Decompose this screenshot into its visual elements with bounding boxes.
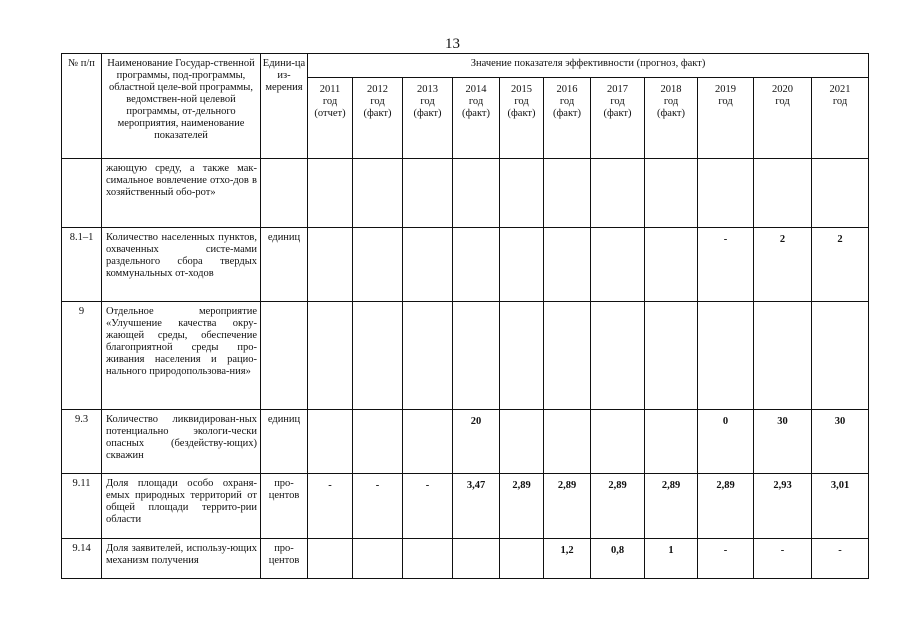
row-num: 9.3 xyxy=(62,410,102,474)
indicator-table xyxy=(61,53,869,579)
value-cell xyxy=(453,228,500,302)
value-cell xyxy=(308,539,353,579)
row-name: Доля заявителей, использу-ющих механизм получения xyxy=(102,539,261,579)
value-cell xyxy=(812,302,869,410)
value-cell xyxy=(591,410,645,474)
value-cell: 2,93 xyxy=(754,474,812,539)
value-cell xyxy=(500,302,544,410)
value-cell xyxy=(500,539,544,579)
value-cell xyxy=(754,302,812,410)
table-row xyxy=(62,228,869,302)
value-cell: - xyxy=(353,474,403,539)
value-cell xyxy=(645,410,698,474)
row-num: 9 xyxy=(62,302,102,410)
value-cell: - xyxy=(812,539,869,579)
value-cell xyxy=(403,159,453,228)
value-cell: 30 xyxy=(754,410,812,474)
row-unit xyxy=(261,302,308,410)
value-cell xyxy=(308,410,353,474)
value-cell xyxy=(812,159,869,228)
table-row xyxy=(62,539,869,579)
header-name: Наименование Государ-ственной программы, под-программы, областной целе-вой программы, ведомствен-ной целевой программы, от-дельного мероприятия, наименование показателей xyxy=(102,54,261,159)
row-name: Количество населенных пунктов, охваченных систе-мами раздельного сбора твердых коммунальных от-ходов xyxy=(102,228,261,302)
header-row-1 xyxy=(62,54,869,78)
row-name: жающую среду, а также мак-симальное вовлечение отхо-дов в хозяйственный обо-рот» xyxy=(102,159,261,228)
value-cell xyxy=(453,539,500,579)
row-num: 9.11 xyxy=(62,474,102,539)
row-unit: единиц xyxy=(261,228,308,302)
value-cell: 0,8 xyxy=(591,539,645,579)
value-cell xyxy=(308,302,353,410)
year-header: 2016 год (факт) xyxy=(544,78,591,159)
year-header: 2020 год xyxy=(754,78,812,159)
row-num: 8.1–1 xyxy=(62,228,102,302)
value-cell xyxy=(500,410,544,474)
value-cell: 3,47 xyxy=(453,474,500,539)
value-cell xyxy=(645,228,698,302)
header-num: № п/п xyxy=(62,54,102,159)
row-name: Отдельное мероприятие «Улучшение качества окру-жающей среды, обеспечение благоприятной среды про-живания населения и рацио-нального природопользова-ния» xyxy=(102,302,261,410)
value-cell xyxy=(403,410,453,474)
value-cell: 2,89 xyxy=(698,474,754,539)
year-header: 2012 год (факт) xyxy=(353,78,403,159)
value-cell: 2,89 xyxy=(645,474,698,539)
value-cell xyxy=(353,539,403,579)
value-cell: 2,89 xyxy=(591,474,645,539)
row-num xyxy=(62,159,102,228)
value-cell xyxy=(544,228,591,302)
page-number: 13 xyxy=(445,36,460,52)
row-unit: единиц xyxy=(261,410,308,474)
value-cell: 20 xyxy=(453,410,500,474)
value-cell xyxy=(591,302,645,410)
row-unit: про-центов xyxy=(261,474,308,539)
value-cell xyxy=(754,159,812,228)
value-cell: 30 xyxy=(812,410,869,474)
row-unit xyxy=(261,159,308,228)
table-row xyxy=(62,410,869,474)
year-header: 2013 год (факт) xyxy=(403,78,453,159)
value-cell: 2 xyxy=(754,228,812,302)
value-cell: 3,01 xyxy=(812,474,869,539)
year-header: 2017 год (факт) xyxy=(591,78,645,159)
value-cell xyxy=(403,539,453,579)
value-cell xyxy=(353,410,403,474)
value-cell: - xyxy=(308,474,353,539)
value-cell: 2,89 xyxy=(544,474,591,539)
header-values-title: Значение показателя эффективности (прогноз, факт) xyxy=(308,54,869,78)
value-cell xyxy=(500,228,544,302)
value-cell xyxy=(500,159,544,228)
value-cell xyxy=(544,159,591,228)
value-cell xyxy=(544,410,591,474)
value-cell xyxy=(645,159,698,228)
value-cell xyxy=(453,159,500,228)
row-name: Количество ликвидирован-ных потенциально экологи-чески опасных (бездейству-ющих) скважин xyxy=(102,410,261,474)
value-cell xyxy=(453,302,500,410)
value-cell: - xyxy=(698,228,754,302)
year-header: 2019 год xyxy=(698,78,754,159)
value-cell xyxy=(698,159,754,228)
value-cell: 2 xyxy=(812,228,869,302)
row-num: 9.14 xyxy=(62,539,102,579)
value-cell: - xyxy=(403,474,453,539)
value-cell xyxy=(591,228,645,302)
value-cell xyxy=(591,159,645,228)
table-row xyxy=(62,474,869,539)
value-cell: 0 xyxy=(698,410,754,474)
value-cell: 1 xyxy=(645,539,698,579)
value-cell xyxy=(645,302,698,410)
year-header: 2021 год xyxy=(812,78,869,159)
header-unit: Едини-ца из-мерения xyxy=(261,54,308,159)
value-cell: - xyxy=(754,539,812,579)
value-cell: - xyxy=(698,539,754,579)
row-unit: про-центов xyxy=(261,539,308,579)
value-cell xyxy=(308,159,353,228)
table-row xyxy=(62,159,869,228)
year-header: 2018 год (факт) xyxy=(645,78,698,159)
value-cell xyxy=(698,302,754,410)
value-cell xyxy=(308,228,353,302)
value-cell xyxy=(353,228,403,302)
row-name: Доля площади особо охраня-емых природных территорий от общей площади террито-рии области xyxy=(102,474,261,539)
year-header: 2014 год (факт) xyxy=(453,78,500,159)
value-cell xyxy=(353,302,403,410)
year-header: 2011 год (отчет) xyxy=(308,78,353,159)
year-header: 2015 год (факт) xyxy=(500,78,544,159)
value-cell xyxy=(353,159,403,228)
value-cell xyxy=(403,228,453,302)
value-cell: 1,2 xyxy=(544,539,591,579)
table-row xyxy=(62,302,869,410)
value-cell xyxy=(403,302,453,410)
value-cell xyxy=(544,302,591,410)
value-cell: 2,89 xyxy=(500,474,544,539)
